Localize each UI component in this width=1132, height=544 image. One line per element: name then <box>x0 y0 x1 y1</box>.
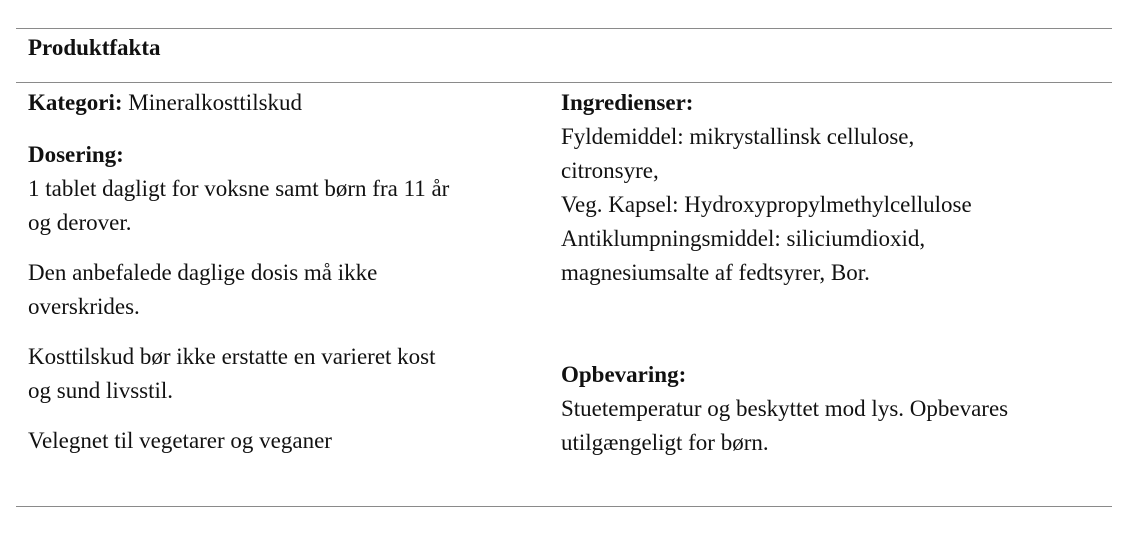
opbevaring-text <box>561 392 1106 460</box>
dosis-line: overskrides. <box>28 294 140 319</box>
kategori-label: Kategori: <box>28 90 123 115</box>
ingrediens-line: magnesiumsalte af fedtsyrer, Bor. <box>561 260 870 285</box>
opbevaring-section <box>561 358 1106 460</box>
kost-note <box>28 340 548 408</box>
kategori-value: Mineralkosttilskud <box>122 90 303 115</box>
dosis-warning <box>28 256 548 324</box>
kost-line: og sund livsstil. <box>28 378 174 403</box>
ingrediens-line: Fyldemiddel: mikrystallinsk cellulose, <box>561 124 915 149</box>
opbevaring-heading: Opbevaring: <box>561 362 687 387</box>
dosering-line: og derover. <box>28 210 132 235</box>
ingredienser-list <box>561 120 1106 290</box>
right-column <box>561 86 1106 455</box>
ingrediens-line: Veg. Kapsel: Hydroxypropylmethylcellulose <box>561 192 972 217</box>
header-divider <box>16 82 1112 83</box>
kost-line: Kosttilskud bør ikke erstatte en varieret kost <box>28 344 436 369</box>
opbevaring-line: utilgængeligt for børn. <box>561 430 769 455</box>
ingrediens-line: citronsyre, <box>561 158 659 183</box>
vegan-note: Velegnet til vegetarer og veganer <box>28 428 332 453</box>
dosis-line: Den anbefalede daglige dosis må ikke <box>28 260 378 285</box>
kategori-row <box>28 86 548 120</box>
ingrediens-line: Antiklumpningsmiddel: siliciumdioxid, <box>561 226 926 251</box>
dosering-text <box>28 172 548 240</box>
dosering-heading: Dosering: <box>28 142 124 167</box>
left-column <box>28 86 548 458</box>
top-divider <box>16 28 1112 29</box>
bottom-divider <box>16 506 1112 507</box>
ingredienser-heading: Ingredienser: <box>561 90 694 115</box>
dosering-line: 1 tablet dagligt for voksne samt børn fra 11 år <box>28 176 450 201</box>
opbevaring-line: Stuetemperatur og beskyttet mod lys. Opbevares <box>561 396 1009 421</box>
section-title: Produktfakta <box>28 35 161 60</box>
